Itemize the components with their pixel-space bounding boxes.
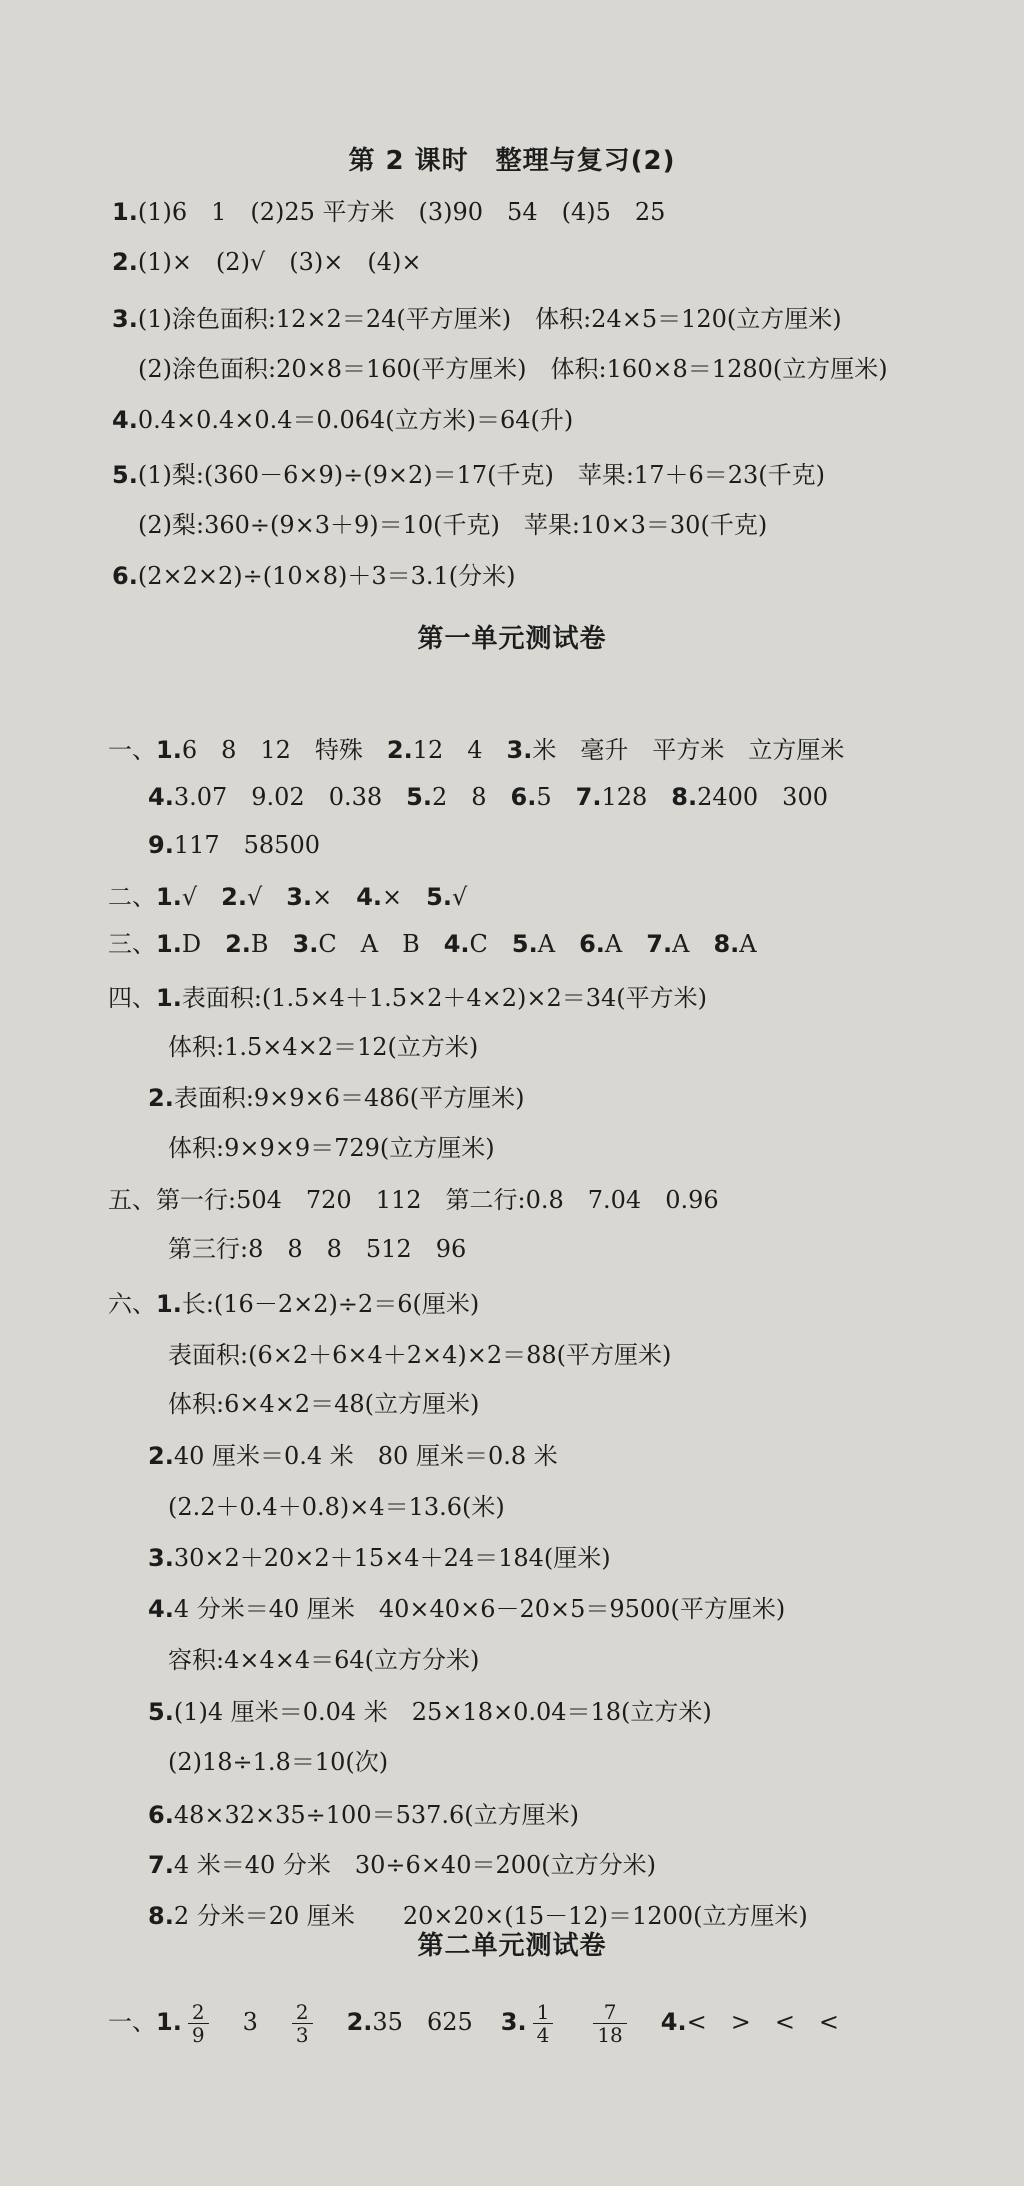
answer-line: (2)涂色面积:20×8＝160(平方厘米) 体积:160×8＝1280(立方厘米): [138, 355, 888, 383]
answer-text: D: [181, 930, 226, 958]
answer-text: (2)18÷1.8＝10(次): [168, 1748, 389, 1776]
question-number: 5.: [511, 930, 538, 958]
section-prefix: 一、: [108, 736, 156, 764]
question-number: 2.: [148, 1084, 174, 1112]
answer-line: [148, 782, 828, 812]
question-number: 4.: [443, 930, 470, 958]
answer-line: [168, 1340, 671, 1370]
section-title-lesson2: 第 2 课时 整理与复习(2): [348, 146, 676, 176]
answer-line: [148, 830, 320, 860]
answer-text: 表面积:(1.5×4＋1.5×2＋4×2)×2＝34(平方米): [181, 984, 708, 1012]
answer-text: B: [250, 930, 293, 958]
section-title-unit1-test: 第一单元测试卷: [417, 624, 607, 654]
question-number: 4.: [148, 1595, 174, 1623]
answer-line: [108, 929, 757, 959]
answer-line: [168, 1133, 495, 1163]
answer-line: [108, 983, 707, 1013]
question-number: 4.: [148, 783, 174, 811]
answer-text: 第一行:504 720 112 第二行:0.8 7.04 0.96: [156, 1186, 719, 1214]
answer-line: [148, 1800, 579, 1830]
answer-line: [148, 1850, 656, 1880]
fraction: $\frac{2}{9}$: [188, 2001, 209, 2046]
answer-line: [168, 1234, 466, 1264]
answer-text: ×: [312, 883, 357, 911]
answer-text: 30×2＋20×2＋15×4＋24＝184(厘米): [173, 1544, 611, 1572]
question-number: 3.: [506, 736, 533, 764]
question-number: 5.: [406, 783, 432, 811]
section-prefix: 四、: [108, 984, 156, 1012]
answer-text: 4 米＝40 分米 30÷6×40＝200(立方分米): [173, 1851, 656, 1879]
answer-text: (2.2＋0.4＋0.8)×4＝13.6(米): [168, 1493, 505, 1521]
question-number: 1.: [156, 930, 182, 958]
answer-text: √: [181, 883, 222, 911]
answer-text: C: [469, 930, 512, 958]
question-number: 6.: [148, 1801, 174, 1829]
question-number: 6.: [510, 783, 537, 811]
answer-text: 第三行:8 8 8 512 96: [168, 1235, 467, 1263]
answer-text: 2 分米＝20 厘米 20×20×(15－12)＝1200(立方厘米): [173, 1902, 808, 1930]
answer-text: (1)4 厘米＝0.04 米 25×18×0.04＝18(立方米): [173, 1698, 712, 1726]
question-number: 6.: [579, 930, 605, 958]
answer-line-fractions: 一、1. $\frac{2}{9}$ 3 $\frac{2}{3}$ 2.35 625 3. $\frac{1}{4}$ $\frac{7}{18}$ 4.< > < <: [108, 2000, 840, 2047]
answer-text: 12 4: [412, 736, 507, 764]
answer-text: 48×32×35÷100＝537.6(立方厘米): [173, 1801, 580, 1829]
answer-line: 3.(1)涂色面积:12×2＝24(平方厘米) 体积:24×5＝120(立方厘米): [112, 305, 842, 333]
answer-line: [168, 1492, 505, 1522]
answer-text: 128: [601, 783, 672, 811]
answer-text: 3.07 9.02 0.38: [173, 783, 407, 811]
answer-text: ×: [382, 883, 427, 911]
question-number: 1.: [156, 883, 182, 911]
answer-text: 体积:9×9×9＝729(立方厘米): [168, 1134, 495, 1162]
question-number: 7.: [646, 930, 673, 958]
answer-text: 4 分米＝40 厘米 40×40×6－20×5＝9500(平方厘米): [173, 1595, 786, 1623]
answer-text: 体积:1.5×4×2＝12(立方米): [168, 1033, 479, 1061]
answer-line: 5.(1)梨:(360－6×9)÷(9×2)＝17(千克) 苹果:17＋6＝23(千克): [112, 461, 826, 489]
answer-text: 表面积:9×9×6＝486(平方厘米): [173, 1084, 525, 1112]
answer-line: [148, 1594, 785, 1624]
fraction: $\frac{1}{4}$: [533, 2001, 554, 2046]
answer-text: A: [604, 930, 647, 958]
answer-text: 2400 300: [697, 783, 828, 811]
answer-text: A: [537, 930, 580, 958]
question-number: 2.: [225, 930, 251, 958]
answer-line: [148, 1543, 611, 1573]
answer-line: 2.(1)× (2)√ (3)× (4)×: [112, 248, 422, 276]
answer-line: [148, 1083, 524, 1113]
question-number: 1.: [156, 984, 182, 1012]
question-number: 3.: [286, 883, 313, 911]
question-number: 8.: [713, 930, 740, 958]
answer-line: [168, 1747, 388, 1777]
answer-text: 2 8: [431, 783, 511, 811]
answer-line: [108, 735, 844, 765]
answer-line: [108, 1289, 479, 1319]
question-number: 5.: [426, 883, 452, 911]
section-title-unit2-test: 第二单元测试卷: [417, 1931, 607, 1961]
answer-text: 长:(16－2×2)÷2＝6(厘米): [181, 1290, 480, 1318]
answer-line: [108, 1185, 719, 1215]
answer-line: [168, 1032, 478, 1062]
question-number: 2.: [148, 1442, 174, 1470]
answer-text: 6 8 12 特殊: [181, 736, 387, 764]
answer-line: 6.(2×2×2)÷(10×8)＋3＝3.1(分米): [112, 562, 516, 590]
answer-line: [148, 1441, 558, 1471]
question-number: 2.: [221, 883, 247, 911]
question-number: 1.: [156, 1290, 182, 1318]
answer-text: 40 厘米＝0.4 米 80 厘米＝0.8 米: [173, 1442, 558, 1470]
answer-text: 容积:4×4×4＝64(立方分米): [168, 1646, 480, 1674]
answer-line: [168, 1645, 479, 1675]
answer-line: 1.(1)6 1 (2)25 平方米 (3)90 54 (4)5 25: [112, 198, 666, 226]
answer-text: √: [246, 883, 287, 911]
answer-line: (2)梨:360÷(9×3＋9)＝10(千克) 苹果:10×3＝30(千克): [138, 511, 768, 539]
answer-text: 体积:6×4×2＝48(立方厘米): [168, 1390, 480, 1418]
question-number: 7.: [575, 783, 602, 811]
answer-text: 表面积:(6×2＋6×4＋2×4)×2＝88(平方厘米): [168, 1341, 672, 1369]
answer-text: A: [739, 930, 757, 958]
fraction: $\frac{2}{3}$: [292, 2001, 313, 2046]
question-number: 3.: [292, 930, 319, 958]
question-number: 3.: [148, 1544, 174, 1572]
question-number: 7.: [148, 1851, 174, 1879]
section-prefix: 六、: [108, 1290, 156, 1318]
answer-text: 5: [536, 783, 576, 811]
answer-text: √: [451, 883, 468, 911]
answer-text: A: [672, 930, 714, 958]
answer-text: 米 毫升 平方米 立方厘米: [532, 736, 845, 764]
question-number: 5.: [148, 1698, 174, 1726]
answer-line: [168, 1389, 479, 1419]
answer-text: C A B: [318, 930, 444, 958]
question-number: 9.: [148, 831, 174, 859]
question-number: 1.: [156, 736, 182, 764]
question-number: 8.: [671, 783, 698, 811]
section-prefix: 五、: [108, 1186, 156, 1214]
section-prefix: 三、: [108, 930, 156, 958]
question-number: 2.: [386, 736, 413, 764]
fraction: $\frac{7}{18}$: [593, 2001, 626, 2046]
question-number: 4.: [356, 883, 383, 911]
answer-line: 4.0.4×0.4×0.4＝0.064(立方米)＝64(升): [112, 406, 574, 434]
question-number: 8.: [148, 1902, 174, 1930]
answer-text: 117 58500: [173, 831, 320, 859]
answer-line: [108, 882, 467, 912]
answer-line: [148, 1697, 712, 1727]
section-prefix: 二、: [108, 883, 156, 911]
